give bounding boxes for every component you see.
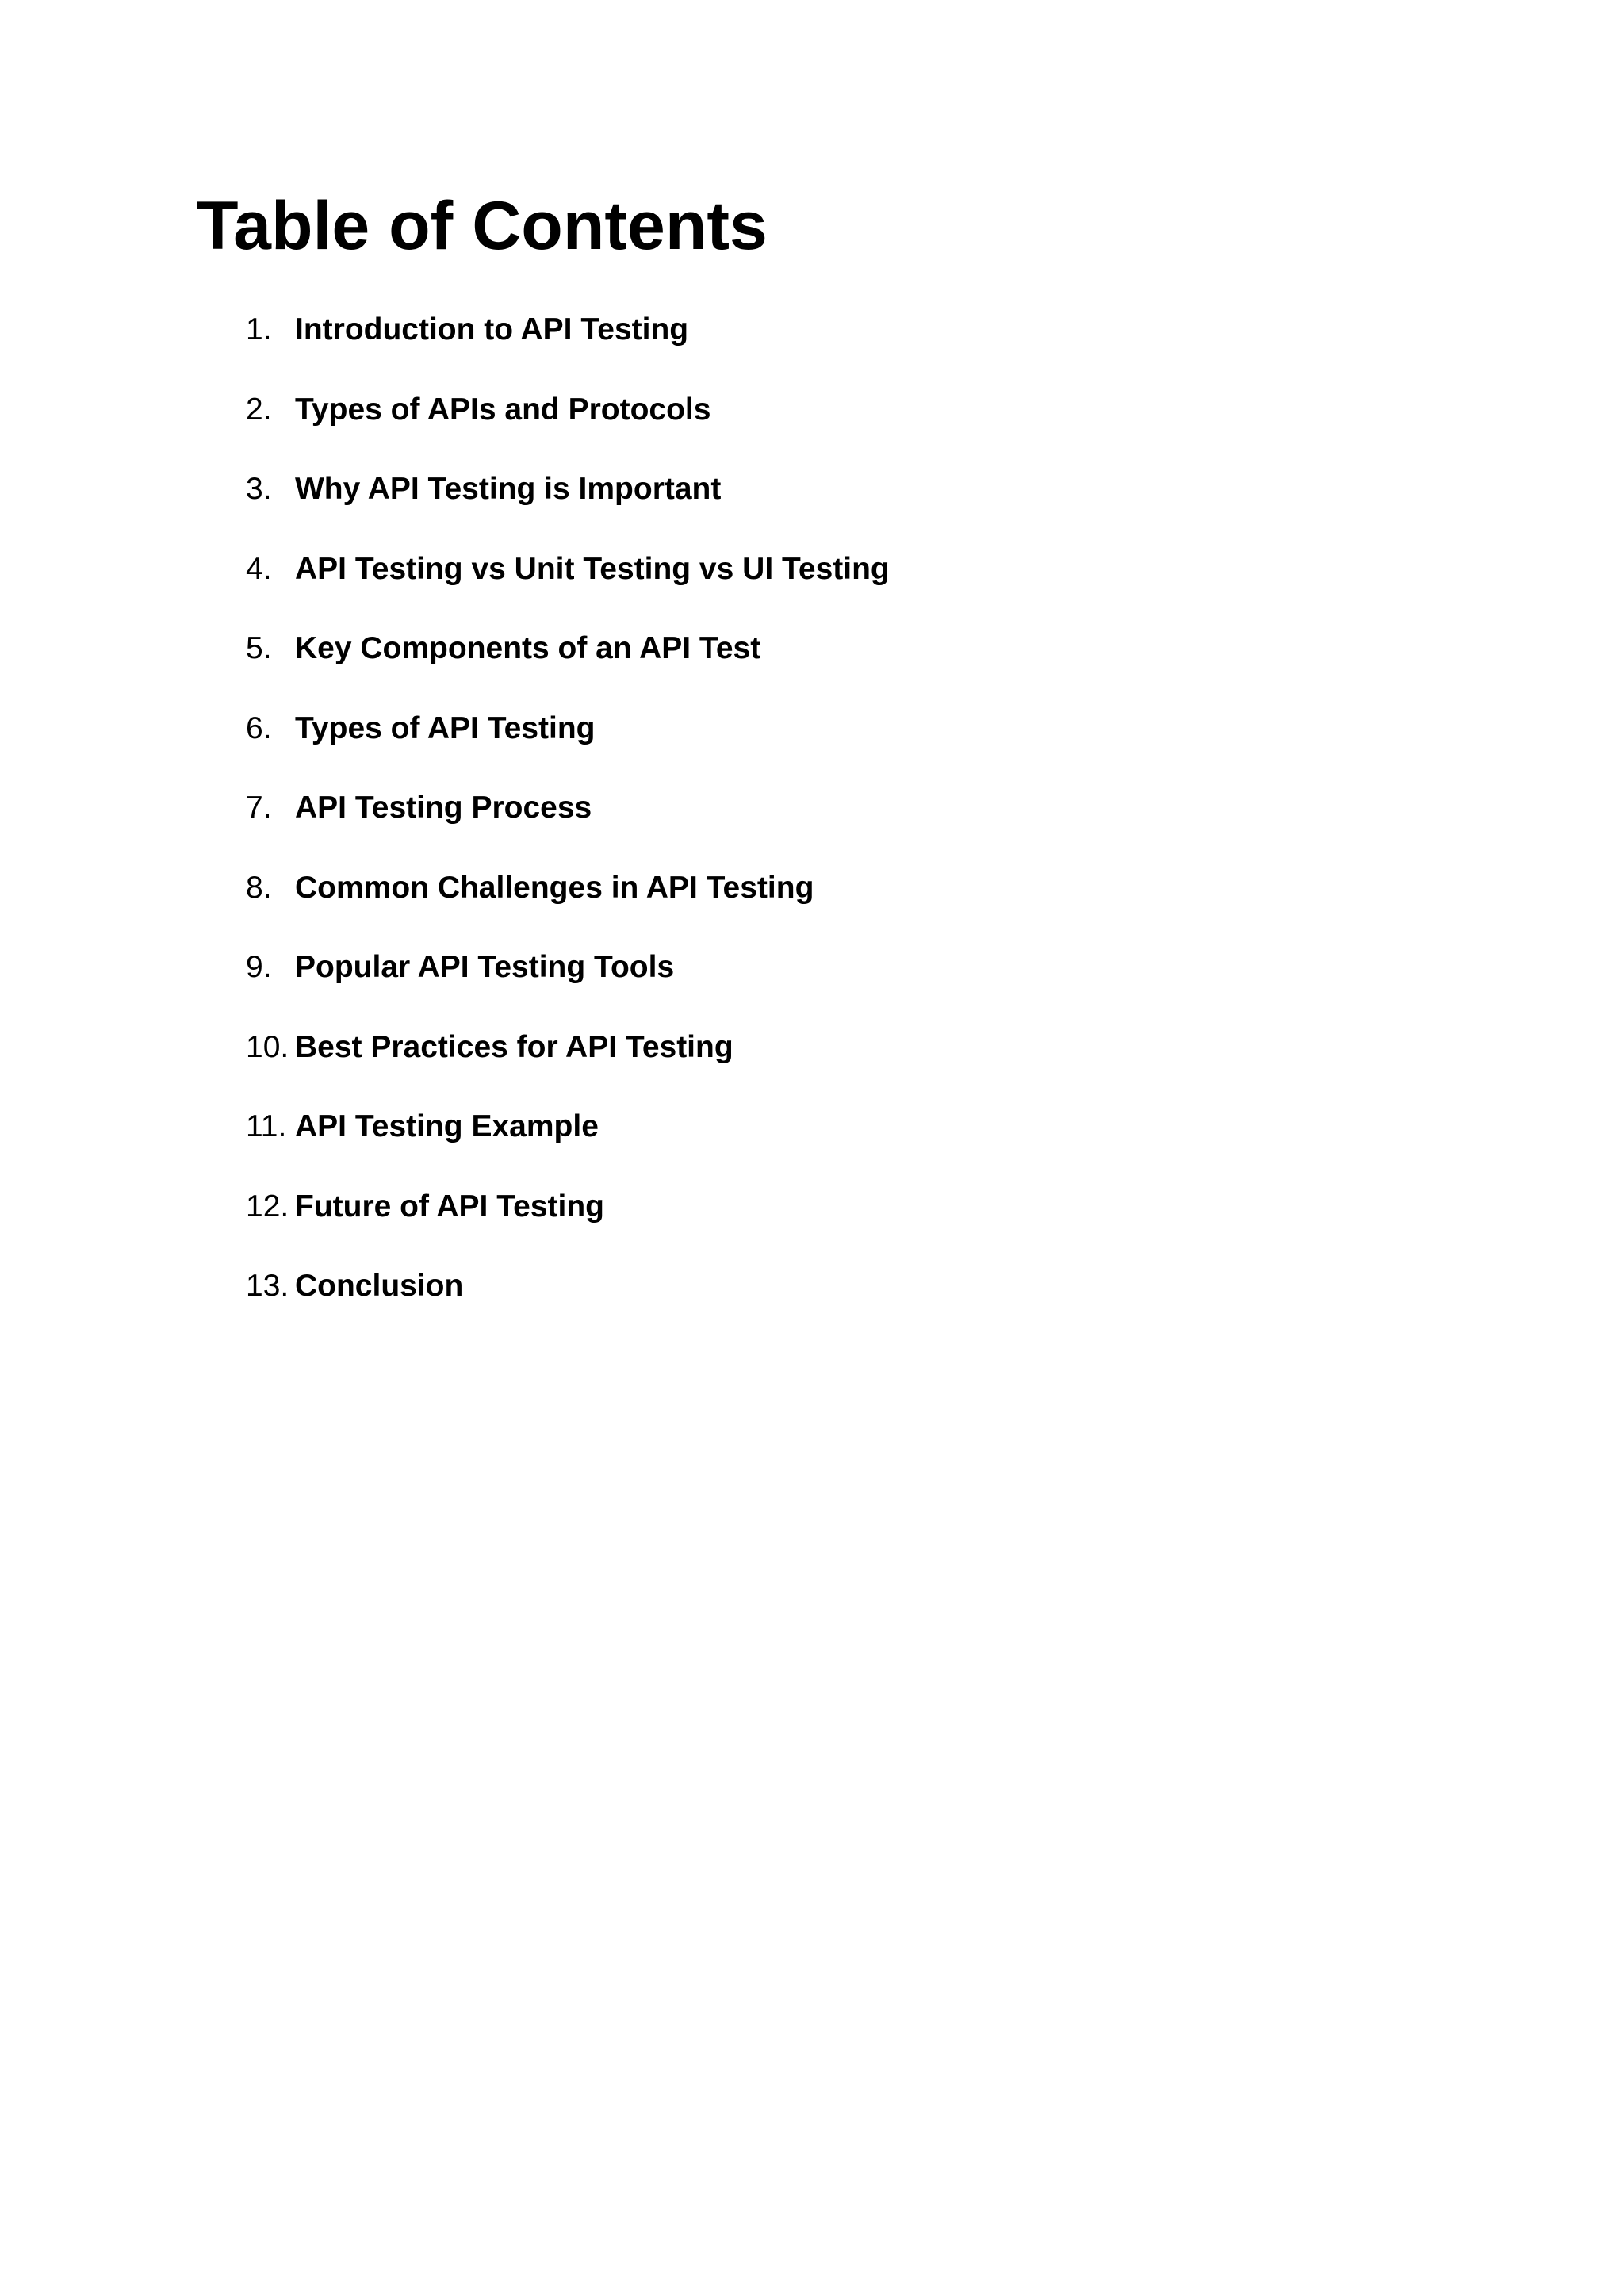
toc-item-number: 8. (246, 870, 272, 905)
page-title: Table of Contents (197, 188, 768, 264)
table-of-contents-list (246, 312, 890, 1349)
toc-item-12 (246, 1189, 890, 1270)
toc-item-number: 4. (246, 551, 272, 586)
toc-item-label: Popular API Testing Tools (295, 950, 675, 984)
toc-item-4 (246, 552, 890, 632)
toc-item-number: 5. (246, 631, 272, 665)
toc-item-number: 9. (246, 950, 272, 984)
toc-item-5 (246, 631, 890, 711)
toc-item-number: 1. (246, 312, 272, 347)
toc-item-2 (246, 393, 890, 473)
toc-item-13 (246, 1269, 890, 1349)
toc-item-number: 13. (246, 1269, 289, 1303)
toc-item-10 (246, 1030, 890, 1110)
toc-item-label: Types of API Testing (295, 710, 596, 745)
toc-item-8 (246, 871, 890, 951)
toc-item-label: Common Challenges in API Testing (295, 870, 814, 905)
toc-item-11 (246, 1109, 890, 1189)
toc-item-label: Why API Testing is Important (295, 472, 722, 506)
toc-item-label: Best Practices for API Testing (295, 1029, 733, 1064)
toc-item-label: Key Components of an API Test (295, 631, 761, 665)
toc-item-label: API Testing Process (295, 791, 592, 825)
toc-item-number: 6. (246, 710, 272, 745)
toc-item-label: Conclusion (295, 1269, 464, 1303)
toc-item-9 (246, 950, 890, 1030)
toc-item-number: 10. (246, 1029, 289, 1064)
toc-item-number: 12. (246, 1189, 289, 1224)
toc-item-label: Future of API Testing (295, 1189, 604, 1224)
toc-item-number: 7. (246, 791, 272, 825)
toc-item-label: API Testing vs Unit Testing vs UI Testing (295, 551, 890, 586)
toc-item-number: 2. (246, 392, 272, 427)
toc-item-3 (246, 472, 890, 552)
toc-item-label: Types of APIs and Protocols (295, 392, 711, 427)
toc-item-label: API Testing Example (295, 1109, 599, 1143)
toc-item-number: 11. (246, 1109, 287, 1143)
toc-item-1 (246, 312, 890, 393)
toc-item-6 (246, 711, 890, 791)
toc-item-7 (246, 791, 890, 871)
toc-item-label: Introduction to API Testing (295, 312, 689, 347)
toc-item-number: 3. (246, 472, 272, 506)
